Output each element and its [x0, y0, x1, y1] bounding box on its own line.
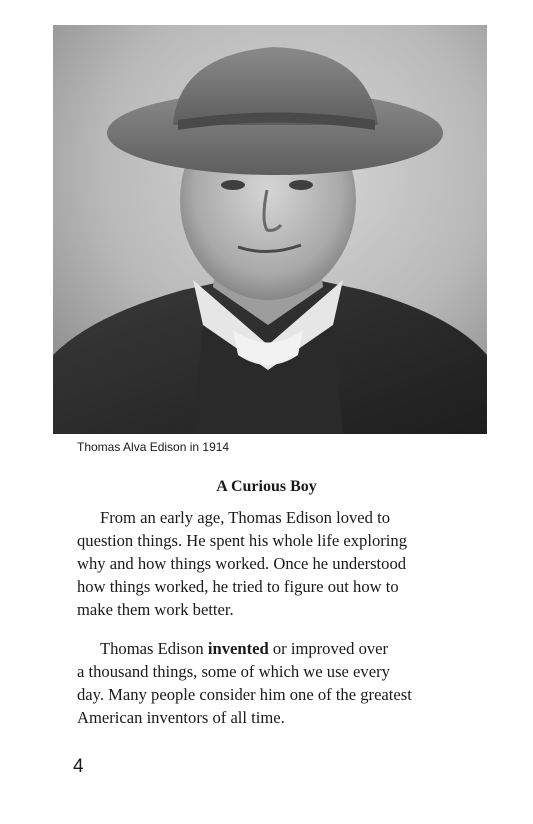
paragraph-line: From an early age, Thomas Edison loved to — [100, 508, 391, 527]
paragraph-line: how things worked, he tried to figure out how to — [77, 577, 399, 596]
paragraph-line: American inventors of all time. — [77, 708, 285, 727]
section-heading: A Curious Boy — [216, 478, 317, 495]
edison-portrait-image — [53, 25, 487, 434]
photo-caption: Thomas Alva Edison in 1914 — [77, 440, 230, 454]
paragraph-line — [77, 637, 477, 660]
paragraph-line: make them work better. — [77, 600, 234, 619]
text-run: Thomas Edison — [100, 639, 208, 658]
paragraph-line: day. Many people consider him one of the greatest — [77, 685, 412, 704]
paragraph-line: question things. He spent his whole life exploring — [77, 531, 407, 550]
paragraph-line: why and how things worked. Once he understood — [77, 554, 407, 573]
portrait-photo — [53, 25, 487, 434]
paragraph-line: a thousand things, some of which we use every — [77, 662, 390, 681]
paragraph-2 — [77, 637, 477, 729]
text-run: or improved over — [268, 639, 389, 658]
page-number: 4 — [73, 756, 84, 777]
paragraph-1 — [77, 506, 477, 621]
bold-vocabulary-word: invented — [207, 639, 269, 658]
